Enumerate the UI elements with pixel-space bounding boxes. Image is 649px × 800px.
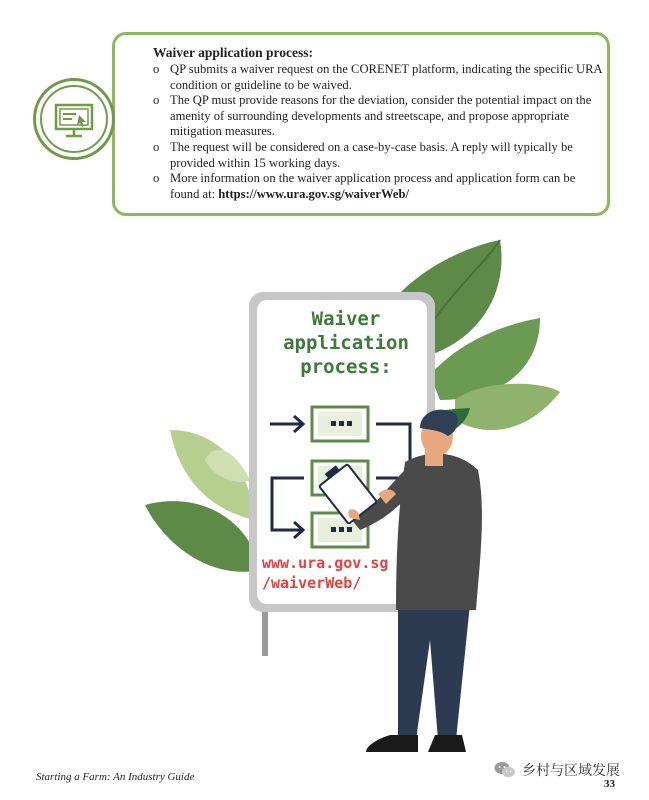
wechat-icon (494, 761, 516, 779)
board-url-line2: /waiverWeb/ (262, 574, 362, 592)
computer-monitor-cursor-icon (33, 78, 115, 160)
watermark (494, 760, 620, 780)
board-url-line1: www.ura.gov.sg (262, 554, 389, 572)
board-title-line3: process: (300, 356, 392, 378)
board-title-line1: Waiver (311, 308, 381, 330)
list-item: o QP submits a waiver request on the CORENET platform, indicating the specific URA condition or guideline to be waived. (153, 62, 602, 92)
list-item: o The request will be considered on a case-by-case basis. A reply will typically be provided within 15 working days. (153, 139, 573, 170)
page-number: 33 (604, 778, 615, 790)
box-title: Waiver application process: (153, 45, 314, 60)
waiver-url-link[interactable]: https://www.ura.gov.sg/waiverWeb/ (218, 186, 409, 201)
watermark-text: 乡村与区域发展 (522, 763, 620, 779)
guide-title: Starting a Farm: An Industry Guide (36, 771, 195, 783)
board-title-line2: application (283, 332, 409, 354)
list-item: o The QP must provide reasons for the deviation, consider the potential impact on the amenity of surrounding developments and streetscape, and propose appropriate mitigation measures. (153, 93, 592, 139)
list-item: o More information on the waiver application process and application form can be found at: https://www.ura.gov.sg/waiverWeb/ (153, 171, 576, 201)
